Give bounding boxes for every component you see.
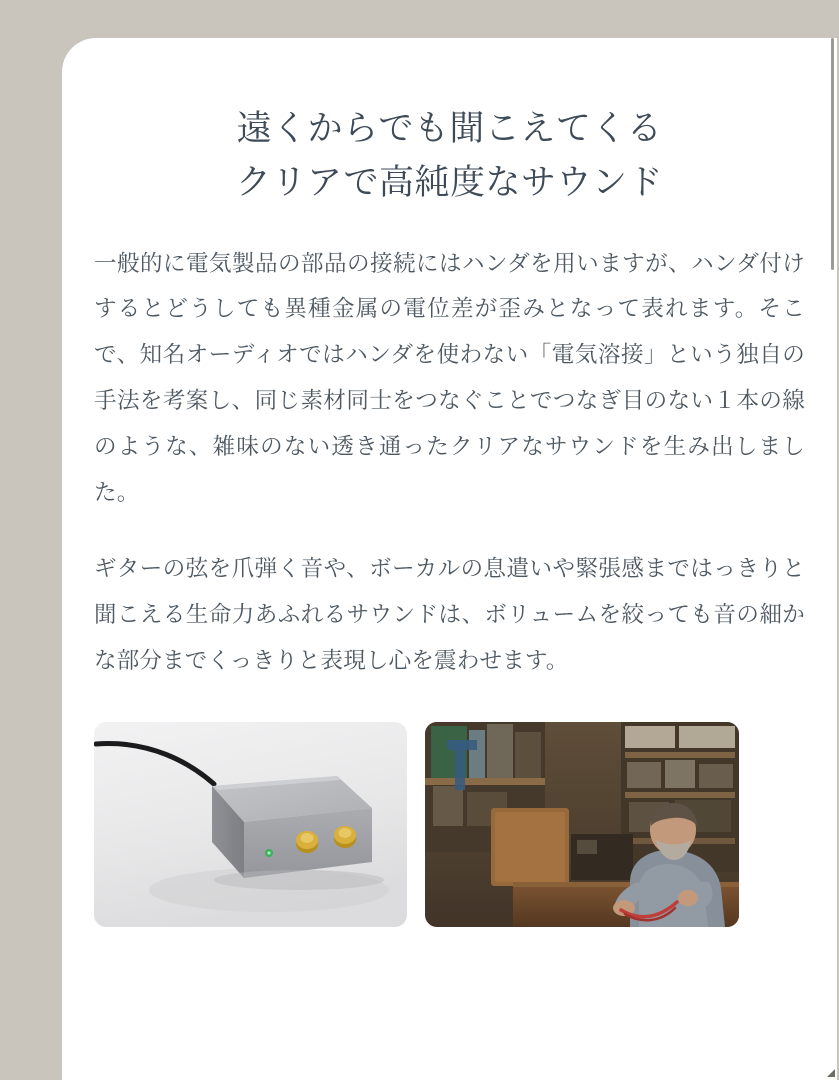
scrollbar-thumb[interactable] — [831, 38, 834, 270]
photo-craftsman-workshop — [425, 722, 739, 927]
left-margin-strip — [0, 0, 62, 1080]
scrollbar-track[interactable] — [833, 0, 837, 1080]
paragraph-solderless-welding: 一般的に電気製品の部品の接続にはハンダを用いますが、ハンダ付けするとどうしても異種金属の電位差が歪みとなって表れます。そこで、知名オーディオではハンダを使わない「電気溶接」という独自の手法を考案し、同じ素材同士をつなぐことでつなぎ目のない１本の線のような、雑味のない透き通ったクリアなサウンドを生み出しました。 — [94, 250, 805, 505]
page-title-line-2: クリアで高純度なサウンド — [235, 163, 664, 203]
page-title — [62, 38, 837, 211]
resize-corner-icon — [826, 1068, 836, 1078]
content-card — [62, 38, 837, 1080]
photo-gallery — [62, 684, 837, 927]
photo-amplifier-unit — [94, 722, 407, 927]
paragraph-sound-expression: ギターの弦を爪弾く音や、ボーカルの息遣いや緊張感まではっきりと聞こえる生命力あふれるサウンドは、ボリュームを絞っても音の細かな部分までくっきりと表現し心を震わせます。 — [94, 555, 805, 673]
content-card-inner — [62, 38, 837, 927]
page-title-line-1: 遠くからでも聞こえてくる — [236, 109, 663, 148]
